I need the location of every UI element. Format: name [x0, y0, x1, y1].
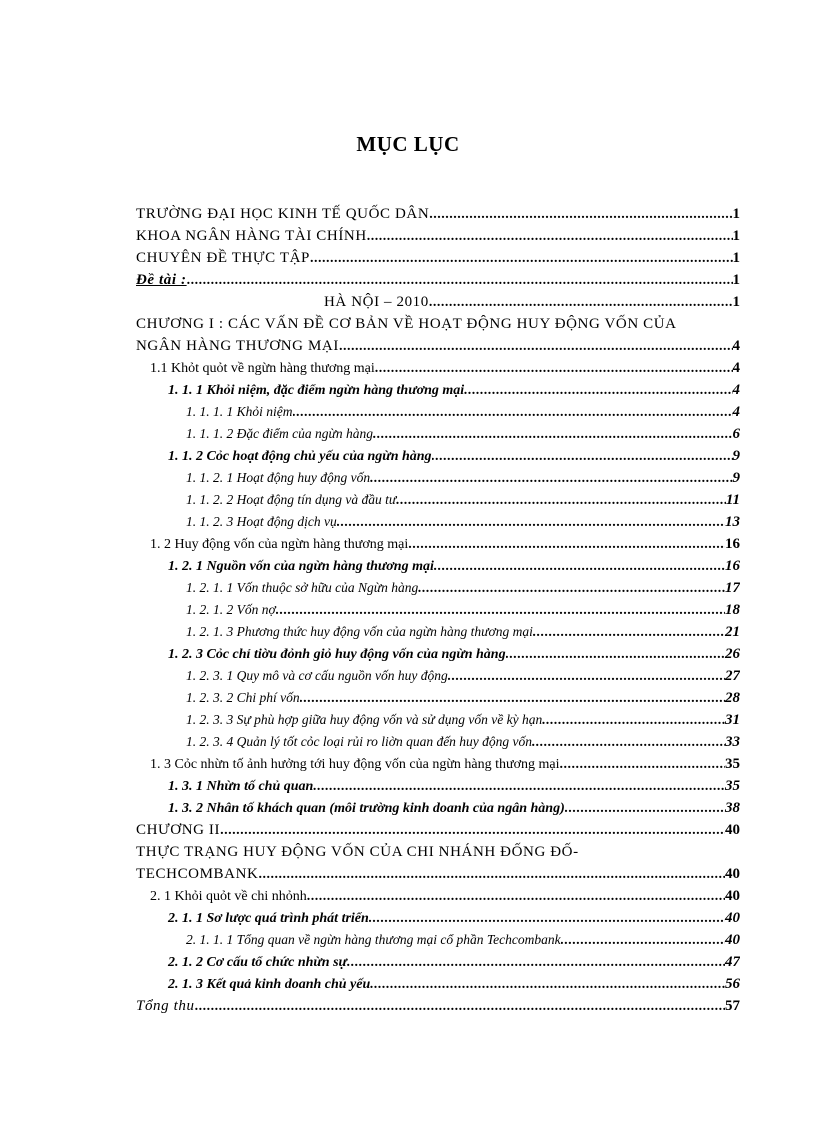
toc-entry[interactable] [136, 467, 740, 489]
leader-dots [429, 204, 732, 225]
toc-entry[interactable] [136, 379, 740, 401]
toc-page-number: 16 [725, 536, 740, 552]
toc-page-number: 57 [725, 998, 740, 1014]
toc-page-number: 4 [732, 360, 740, 376]
toc-entry-text: 1. 1. 1. 2 Đặc điểm của ngừn hàng [186, 426, 373, 441]
toc-entry-text: 1. 2. 1. 1 Vốn thuộc sở hữu của Ngừn hàng [186, 580, 419, 595]
leader-dots [561, 930, 725, 951]
toc-entry-text: CHUYÊN ĐỀ THỰC TẬP [136, 250, 310, 266]
toc-page-number: 56 [725, 976, 740, 992]
toc-entry-text: 1. 1. 2 Cỏc hoạt động chủ yếu của ngừn hàng [168, 449, 432, 464]
toc-page-number: 40 [725, 822, 740, 838]
toc-entry-text: 1.1 Khỏt quỏt về ngừn hàng thương mại [150, 361, 375, 376]
leader-dots [506, 644, 725, 665]
toc-entry[interactable] [136, 687, 740, 709]
toc-entry[interactable] [136, 819, 740, 841]
toc-entry[interactable] [136, 929, 740, 951]
toc-page-number: 26 [725, 646, 740, 662]
toc-entry[interactable] [136, 775, 740, 797]
toc-entry[interactable] [136, 225, 740, 247]
leader-dots [464, 380, 732, 401]
toc-entry[interactable] [136, 555, 740, 577]
toc-page-number: 33 [725, 734, 740, 750]
leader-dots [293, 402, 733, 423]
toc-entry[interactable] [136, 665, 740, 687]
toc-entry-text: 1. 3 Cỏc nhừn tố ảnh hưởng tới huy động vốn của ngừn hàng thương mại [150, 757, 560, 772]
toc-entry[interactable] [136, 445, 740, 467]
toc-entry[interactable] [136, 247, 740, 269]
leader-dots [542, 710, 725, 731]
toc-page-number: 47 [725, 954, 740, 970]
toc-entry[interactable] [136, 709, 740, 731]
leader-dots [220, 820, 725, 841]
toc-entry-text: 1. 2. 3. 4 Quản lý tốt cỏc loại rủi ro liờn quan đến huy động vốn [186, 734, 533, 749]
toc-entry-text: Đề tài : [136, 272, 187, 288]
leader-dots [429, 292, 733, 313]
toc-entry[interactable] [136, 863, 740, 885]
toc-page-number: 18 [725, 602, 740, 618]
toc-entry[interactable] [136, 995, 740, 1017]
toc-page-number: 13 [725, 514, 740, 530]
toc-entry-text: 1. 2. 3. 1 Quy mô và cơ cấu nguồn vốn huy động [186, 668, 448, 683]
toc-page-number: 27 [725, 668, 740, 684]
toc-entry[interactable] [136, 401, 740, 423]
toc-entry[interactable] [136, 753, 740, 775]
leader-dots [337, 512, 725, 533]
leader-dots [195, 996, 725, 1017]
leader-dots [300, 688, 725, 709]
leader-dots [310, 248, 733, 269]
toc-entry-text: 1. 1. 2. 3 Hoạt động dịch vụ [186, 514, 337, 529]
toc-entry-text: 2. 1. 2 Cơ cấu tổ chức nhừn sự [168, 955, 347, 970]
toc-page-number: 17 [725, 580, 740, 596]
leader-dots [313, 776, 725, 797]
toc-entry-text: 1. 1. 1. 1 Khỏi niệm [186, 404, 293, 419]
toc-entry-text: 1. 1. 1 Khỏi niệm, đặc điểm ngừn hàng thương mại [168, 383, 465, 398]
toc-page-number: 40 [725, 932, 740, 948]
toc-entry[interactable] [136, 577, 740, 599]
toc-entry[interactable] [136, 621, 740, 643]
toc-entry[interactable] [136, 797, 740, 819]
toc-entry[interactable] [136, 885, 740, 907]
leader-dots [369, 908, 725, 929]
toc-entry-text: 1. 2. 3. 3 Sự phù hợp giữa huy động vốn và sử dụng vốn về kỳ hạn [186, 712, 543, 727]
toc-page-number: 1 [732, 294, 740, 310]
toc-entry-text: TRƯỜNG ĐẠI HỌC KINH TẾ QUỐC DÂN [136, 206, 430, 222]
leader-dots [532, 732, 725, 753]
toc-entry-text: 2. 1 Khỏi quỏt về chi nhỏnh [150, 889, 307, 904]
toc-page-number: 4 [732, 404, 740, 420]
toc-page-number: 6 [732, 426, 740, 442]
toc-page-number: 11 [725, 492, 740, 508]
toc-entry[interactable] [136, 951, 740, 973]
leader-dots [370, 974, 725, 995]
toc-entry[interactable] [136, 973, 740, 995]
toc-entry[interactable] [136, 907, 740, 929]
leader-dots [307, 886, 725, 907]
toc-page-number: 1 [732, 228, 740, 244]
toc-entry[interactable] [136, 511, 740, 533]
toc-entry[interactable] [136, 599, 740, 621]
leader-dots [187, 270, 733, 291]
toc-entry-text: 2. 1. 1 Sơ lược quá trình phát triển [168, 911, 369, 926]
leader-dots [432, 446, 733, 467]
toc-entry-text: 1. 2. 3 Cỏc chỉ tiờu đỏnh giỏ huy động vốn của ngừn hàng [168, 647, 506, 662]
toc-entry-text: 1. 3. 2 Nhân tố khách quan (môi trường kinh doanh của ngân hàng) [168, 801, 565, 816]
toc-page-number: 4 [732, 338, 740, 354]
toc-page-number: 4 [732, 382, 740, 398]
leader-dots [533, 622, 725, 643]
toc-page-number: 16 [725, 558, 740, 574]
leader-dots [396, 490, 726, 511]
leader-dots [434, 556, 725, 577]
leader-dots [367, 226, 733, 247]
leader-dots [418, 578, 725, 599]
toc-entry-text: NGÂN HÀNG THƯƠNG MẠI [136, 338, 339, 354]
toc-entry[interactable] [136, 291, 740, 313]
leader-dots [373, 424, 733, 445]
toc-entry-line1[interactable]: THỰC TRẠNG HUY ĐỘNG VỐN CỦA CHI NHÁNH ĐỐNG ĐỐ- [136, 844, 579, 860]
toc-entry-text: CHƯƠNG II [136, 822, 221, 838]
leader-dots [258, 864, 725, 885]
toc-entry-line1[interactable]: CHƯƠNG I : CÁC VẤN ĐỀ CƠ BẢN VỀ HOẠT ĐỘNG HUY ĐỘNG VỐN CỦA [136, 316, 677, 332]
toc-entry[interactable] [136, 643, 740, 665]
toc-entry-text: TECHCOMBANK [136, 866, 259, 882]
toc-page-number: 1 [732, 250, 740, 266]
toc-entry[interactable] [136, 533, 740, 555]
toc-entry[interactable] [136, 335, 740, 357]
toc-page-number: 21 [725, 624, 740, 640]
toc-entry-text: 1. 3. 1 Nhừn tố chủ quan [168, 779, 314, 794]
toc-entry-text: 2. 1. 3 Kết quả kinh doanh chủ yếu [168, 977, 371, 992]
toc-entry-text: Tổng thu [136, 998, 195, 1014]
toc-page-number: 9 [732, 448, 740, 464]
toc-entry-text: HÀ NỘI – 2010 [324, 294, 429, 310]
table-of-contents [136, 203, 740, 1017]
leader-dots [408, 534, 725, 555]
toc-entry[interactable] [136, 731, 740, 753]
leader-dots [448, 666, 725, 687]
toc-page-number: 35 [725, 756, 740, 772]
leader-dots [339, 336, 733, 357]
leader-dots [370, 468, 732, 489]
leader-dots [276, 600, 725, 621]
toc-page-number: 28 [725, 690, 740, 706]
leader-dots [560, 754, 725, 775]
toc-page-number: 40 [725, 866, 740, 882]
toc-page-number: 35 [725, 778, 740, 794]
toc-entry-text: 1. 2. 1. 3 Phương thức huy động vốn của ngừn hàng thương mại [186, 624, 533, 639]
toc-page-number: 38 [725, 800, 740, 816]
leader-dots [565, 798, 725, 819]
toc-entry-text: 1. 2. 3. 2 Chi phí vốn [186, 690, 300, 705]
toc-entry-text: 2. 1. 1. 1 Tổng quan về ngừn hàng thương mại cổ phần Techcombank [186, 932, 561, 947]
leader-dots [375, 358, 733, 379]
toc-page-number: 40 [725, 888, 740, 904]
toc-page-number: 9 [732, 470, 740, 486]
toc-page-number: 31 [725, 712, 740, 728]
toc-entry[interactable] [136, 489, 740, 511]
toc-entry[interactable] [136, 269, 740, 291]
toc-page-number: 1 [732, 272, 740, 288]
page-title: MỤC LỤC [356, 132, 460, 156]
toc-entry-text: 1. 1. 2. 1 Hoạt động huy động vốn [186, 470, 371, 485]
leader-dots [347, 952, 725, 973]
toc-entry[interactable] [136, 357, 740, 379]
toc-entry-text: 1. 1. 2. 2 Hoạt động tín dụng và đầu tư [186, 492, 397, 507]
toc-page-number: 40 [725, 910, 740, 926]
toc-entry-text: KHOA NGÂN HÀNG TÀI CHÍNH [136, 228, 367, 244]
toc-entry[interactable] [136, 203, 740, 225]
toc-page-number: 1 [732, 206, 740, 222]
toc-entry-text: 1. 2 Huy động vốn của ngừn hàng thương mại [150, 537, 409, 552]
toc-entry-text: 1. 2. 1. 2 Vốn nợ [186, 602, 276, 617]
toc-entry[interactable] [136, 423, 740, 445]
toc-entry-text: 1. 2. 1 Nguồn vốn của ngừn hàng thương mại [168, 559, 434, 574]
